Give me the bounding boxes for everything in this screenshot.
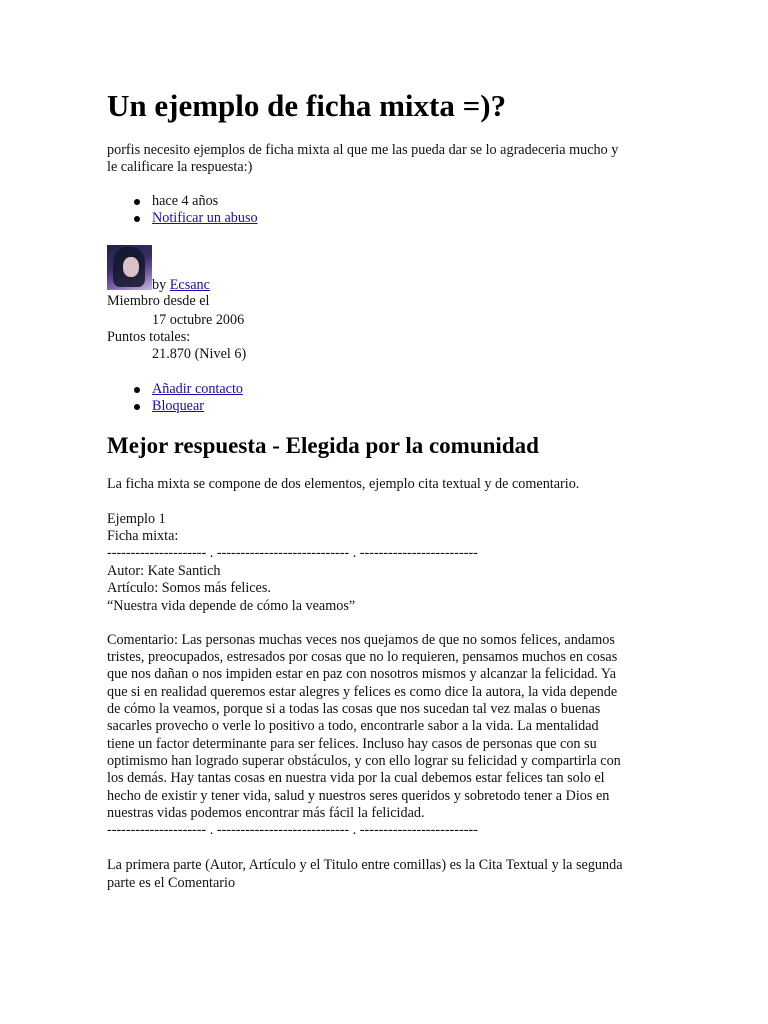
member-since-label: Miembro desde el <box>107 293 210 309</box>
best-answer-heading: Mejor respuesta - Elegida por la comunidad <box>107 433 539 458</box>
asker-name-link[interactable]: Ecsanc <box>169 277 210 293</box>
asker-avatar[interactable] <box>107 245 152 290</box>
avatar-face <box>123 257 139 277</box>
closing-line-1: La primera parte (Autor, Artículo y el Titulo entre comillas) es la Cita Textual y la segunda <box>107 857 623 873</box>
member-since-value: 17 octubre 2006 <box>152 312 245 328</box>
comment-line: los demás. Hay tantas cosas en nuestra vida por la cual debemos estar felices tan solo el <box>107 770 605 786</box>
author-line: Autor: Kate Santich <box>107 563 221 579</box>
comment-line: tristes, preocupados, estresados por cosas que no lo requieren, pensamos muchos en cosas <box>107 649 618 665</box>
comment-line: optimismo han logrado superar obstáculos, y con ello lograr su felicidad y compartirla con <box>107 753 621 769</box>
comment-line: tiene un factor determinante para ser felices. Incluso hay casos de personas que con su <box>107 736 597 752</box>
closing-line-2: parte es el Comentario <box>107 875 236 891</box>
bullet-icon <box>134 199 140 205</box>
quote-line: “Nuestra vida depende de cómo la veamos” <box>107 598 356 614</box>
add-contact-link[interactable]: Añadir contacto <box>152 381 243 397</box>
bullet-icon <box>134 404 140 410</box>
question-body-line-1: porfis necesito ejemplos de ficha mixta al que me las pueda dar se lo agradeceria mucho y <box>107 142 619 158</box>
comment-line: nuestras vidas podemos encontrar más fácil la felicidad. <box>107 805 425 821</box>
bullet-icon <box>134 216 140 222</box>
comment-line: que si en realidad queremos estar alegres y felices es como dice la autora, la vida depende <box>107 684 618 700</box>
question-title: Un ejemplo de ficha mixta =)? <box>107 88 507 123</box>
points-label: Puntos totales: <box>107 329 191 345</box>
article-line: Artículo: Somos más felices. <box>107 580 271 596</box>
ficha-label: Ficha mixta: <box>107 528 179 544</box>
question-body-line-2: le calificare la respuesta:) <box>107 159 253 175</box>
block-link[interactable]: Bloquear <box>152 398 205 414</box>
comment-line: sacarles provecho o verle lo positivo a todo, encontrarle sabor a la vida. La mentalidad <box>107 718 599 734</box>
example-label: Ejemplo 1 <box>107 511 166 527</box>
comment-line: que nos dañan o nos impiden estar en paz con nosotros mismos y alcanzar la felicidad. Ya <box>107 666 617 682</box>
comment-line: Comentario: Las personas muchas veces nos quejamos de que no somos felices, andamos <box>107 632 615 648</box>
comment-line: hecho de existir y tener vida, salud y nuestros seres queridos y sobretodo tener a Dios en <box>107 788 610 804</box>
bullet-icon <box>134 387 140 393</box>
asker-by-line <box>152 277 210 294</box>
question-time: hace 4 años <box>152 193 219 209</box>
comment-line: de cómo la veamos, porque si a todas las cosas que nos sucedan tal vez malas o buenas <box>107 701 601 717</box>
by-label: by <box>152 277 167 293</box>
separator-top: --------------------- . ---------------------------- . ------------------------- <box>107 545 478 561</box>
report-abuse-link[interactable]: Notificar un abuso <box>152 210 258 226</box>
answer-intro: La ficha mixta se compone de dos elementos, ejemplo cita textual y de comentario. <box>107 476 580 492</box>
points-value: 21.870 (Nivel 6) <box>152 346 247 362</box>
separator-bottom: --------------------- . ---------------------------- . ------------------------- <box>107 822 478 838</box>
